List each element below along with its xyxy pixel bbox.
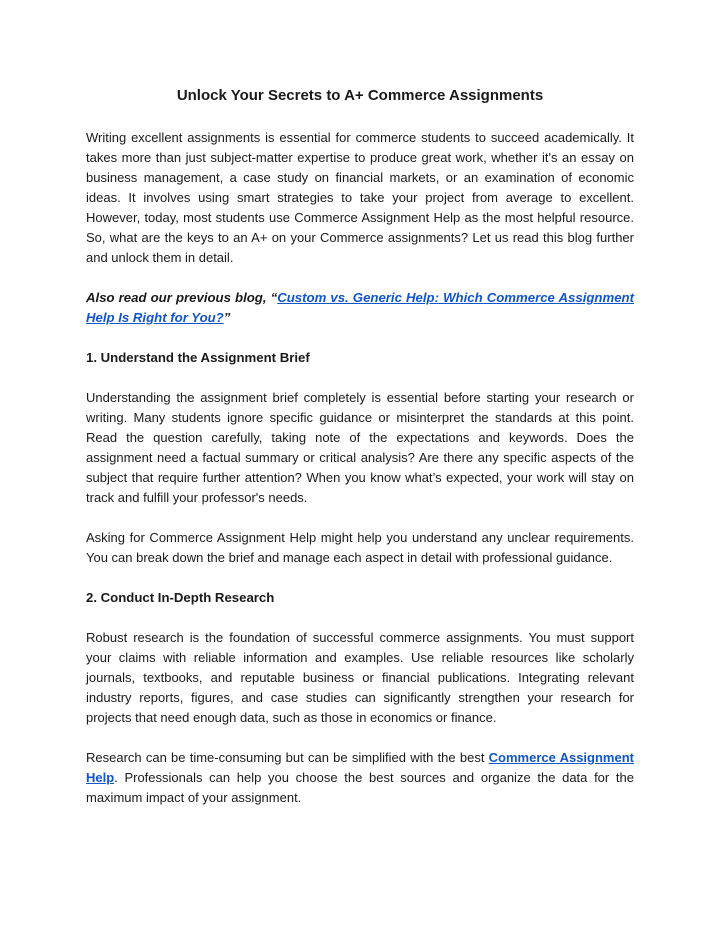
intro-paragraph: Writing excellent assignments is essential for commerce students to succeed academically. It takes more than just subject-matter expertise to produce great work, whether it's an essay on business management, a case study on financial markets, or an examination of economic ideas. It involves using smart strategies to take your project from average to excellent. However, today, most students use Commerce Assignment Help as the most helpful resource. So, what are the keys to an A+ on your Commerce assignments? Let us read this blog further and unlock them in detail. xyxy=(86,130,634,265)
brief-paragraph-1: Understanding the assignment brief completely is essential before starting your research or writing. Many students ignore specific guidance or misinterpret the standards at this point. Read the question carefully, taking note of the expectations and keywords. Does the assignment need a factual summary or critical analysis? Are there any specific aspects of the subject that require further attention? When you know what’s expected, your work will stay on track and fulfill your professor's needs. xyxy=(86,390,634,505)
also-read-paragraph xyxy=(86,288,634,328)
research-p2-suffix: . Professionals can help you choose the best sources and organize the data for the maximum impact of your assignment. xyxy=(86,770,634,805)
brief-paragraph-2: Asking for Commerce Assignment Help might help you understand any unclear requirements. You can break down the brief and manage each aspect in detail with professional guidance. xyxy=(86,530,634,565)
previous-blog-link[interactable]: Custom vs. Generic Help: Which Commerce Assignment Help Is Right for You? xyxy=(86,290,634,325)
research-paragraph-2 xyxy=(86,748,634,808)
also-read-suffix: ” xyxy=(223,310,231,325)
research-paragraph-1: Robust research is the foundation of successful commerce assignments. You must support your claims with reliable information and examples. Use reliable resources like scholarly journals, textbooks, and reputable business or financial publications. Integrating relevant industry reports, figures, and case studies can significantly strengthen your research for projects that need enough data, such as those in economics or finance. xyxy=(86,630,634,725)
document-title: Unlock Your Secrets to A+ Commerce Assignments xyxy=(176,87,544,104)
research-p2-prefix: Research can be time-consuming but can be simplified with the best xyxy=(86,750,489,765)
section-heading-research: 2. Conduct In-Depth Research xyxy=(86,590,275,605)
section-heading-brief: 1. Understand the Assignment Brief xyxy=(86,350,310,365)
also-read-prefix: Also read our previous blog, “ xyxy=(86,290,278,305)
commerce-assignment-help-link[interactable]: Commerce Assignment Help xyxy=(86,750,634,785)
